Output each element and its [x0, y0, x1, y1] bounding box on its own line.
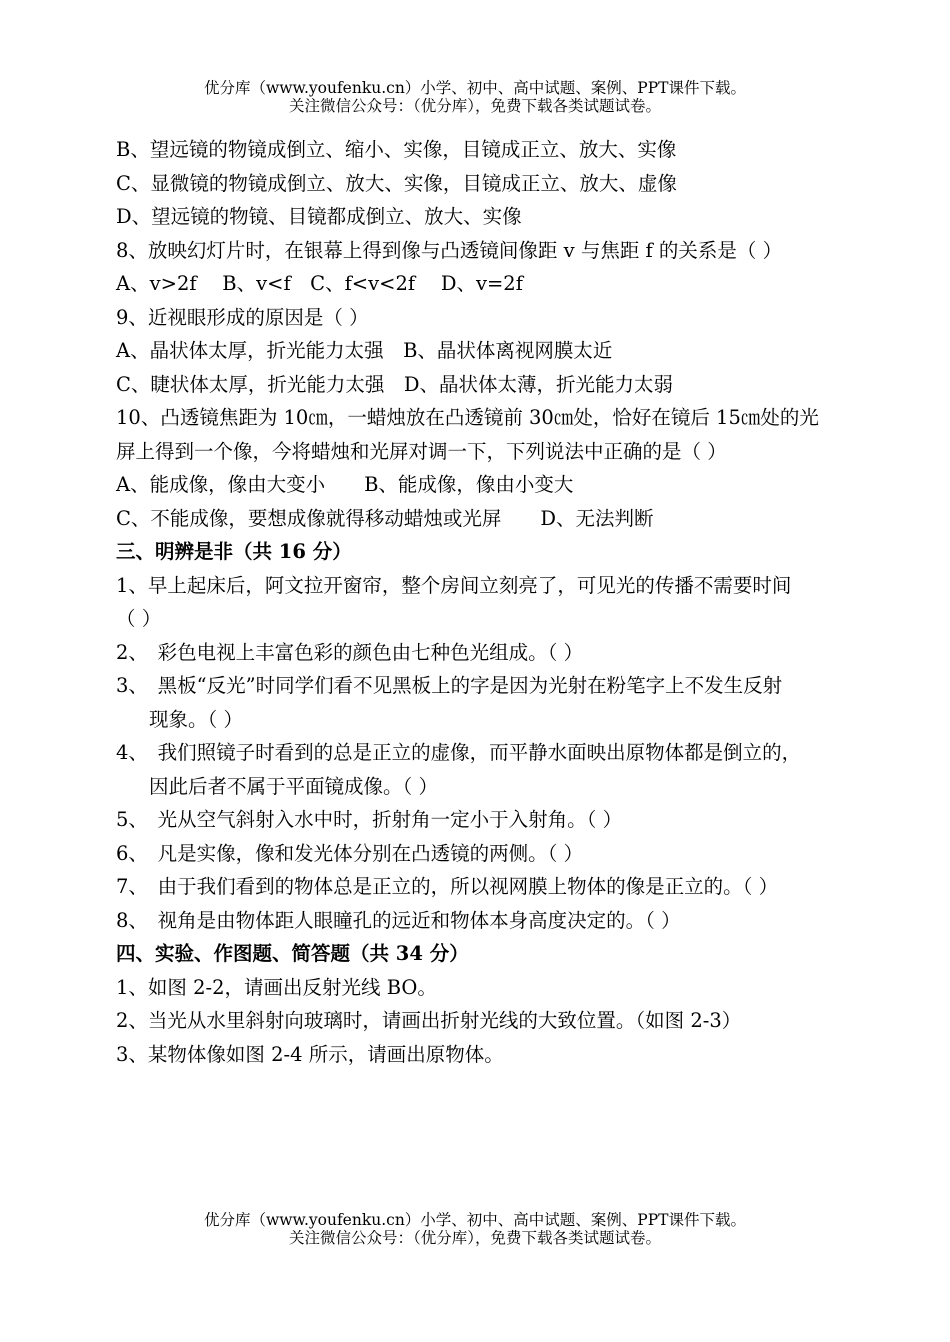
- document-body: [116, 133, 906, 1071]
- footer-line-1: 优分库（www.youfenku.cn）小学、初中、高中试题、案例、PPT课件下载。: [203, 1211, 747, 1229]
- task-1: 1、如图 2-2，请画出反射光线 BO。: [116, 975, 437, 999]
- page-header: [0, 79, 950, 115]
- tf-item-5: 5、 光从空气斜射入水中时，折射角一定小于入射角。（ ）: [116, 808, 623, 831]
- tf-item-8: 8、 视角是由物体距人眼瞳孔的远近和物体本身高度决定的。（ ）: [116, 908, 681, 932]
- question-9-stem: 9、近视眼形成的原因是（ ）: [116, 305, 369, 329]
- tf-item-1: 1、早上起床后，阿文拉开窗帘，整个房间立刻亮了，可见光的传播不需要时间: [116, 573, 792, 597]
- tf-item-3-cont: 现象。（ ）: [149, 707, 243, 731]
- question-7-option-c: C、显微镜的物镜成倒立、放大、实像，目镜成正立、放大、虚像: [116, 171, 677, 195]
- question-10-stem-2: 屏上得到一个像，今将蜡烛和光屏对调一下，下列说法中正确的是（ ）: [116, 439, 727, 463]
- section-4-heading: 四、实验、作图题、简答题（共 34 分）: [116, 942, 469, 965]
- question-7-option-b: B、望远镜的物镜成倒立、缩小、实像，目镜成正立、放大、实像: [116, 138, 677, 161]
- tf-item-3: 3、 黑板“反光”时同学们看不见黑板上的字是因为光射在粉笔字上不发生反射: [116, 674, 783, 697]
- tf-item-4: 4、 我们照镜子时看到的总是正立的虚像，而平静水面映出原物体都是倒立的，: [116, 741, 802, 764]
- question-8-options: A、v>2f B、v<f C、f<v<2f D、v=2f: [116, 272, 523, 295]
- tf-item-4-cont: 因此后者不属于平面镜成像。（ ）: [149, 774, 438, 798]
- footer-line-2: 关注微信公众号：（优分库），免费下载各类试题试卷。: [288, 1229, 661, 1247]
- question-8-stem: 8、放映幻灯片时，在银幕上得到像与凸透镜间像距 v 与焦距 f 的关系是（ ）: [116, 238, 783, 262]
- task-2: 2、当光从水里斜射向玻璃时，请画出折射光线的大致位置。（如图 2-3）: [116, 1009, 742, 1032]
- task-3: 3、某物体像如图 2-4 所示，请画出原物体。: [116, 1042, 504, 1066]
- question-10-options-cd: C、不能成像，要想成像就得移动蜡烛或光屏 D、无法判断: [116, 506, 654, 530]
- question-10-options-ab: A、能成像，像由大变小 B、能成像，像由小变大: [116, 473, 574, 496]
- tf-item-7: 7、 由于我们看到的物体总是正立的，所以视网膜上物体的像是正立的。（ ）: [116, 875, 779, 898]
- question-10-stem-1: 10、凸透镜焦距为 10㎝，一蜡烛放在凸透镜前 30㎝处，恰好在镜后 15㎝处的光: [116, 406, 819, 429]
- question-9-options-ab: A、晶状体太厚，折光能力太强 B、晶状体离视网膜太近: [116, 339, 613, 362]
- question-9-options-cd: C、睫状体太厚，折光能力太强 D、晶状体太薄，折光能力太弱: [116, 372, 674, 396]
- page-footer: [0, 1211, 950, 1247]
- question-7-option-d: D、望远镜的物镜、目镜都成倒立、放大、实像: [116, 205, 522, 228]
- tf-item-6: 6、 凡是实像，像和发光体分别在凸透镜的两侧。（ ）: [116, 841, 584, 865]
- header-line-1: 优分库（www.youfenku.cn）小学、初中、高中试题、案例、PPT课件下载。: [203, 79, 747, 97]
- tf-item-2: 2、 彩色电视上丰富色彩的颜色由七种色光组成。（ ）: [116, 640, 584, 664]
- tf-item-1-blank: （ ）: [116, 607, 162, 630]
- header-line-2: 关注微信公众号：（优分库），免费下载各类试题试卷。: [288, 97, 661, 115]
- section-3-heading: 三、明辨是非（共 16 分）: [116, 540, 352, 563]
